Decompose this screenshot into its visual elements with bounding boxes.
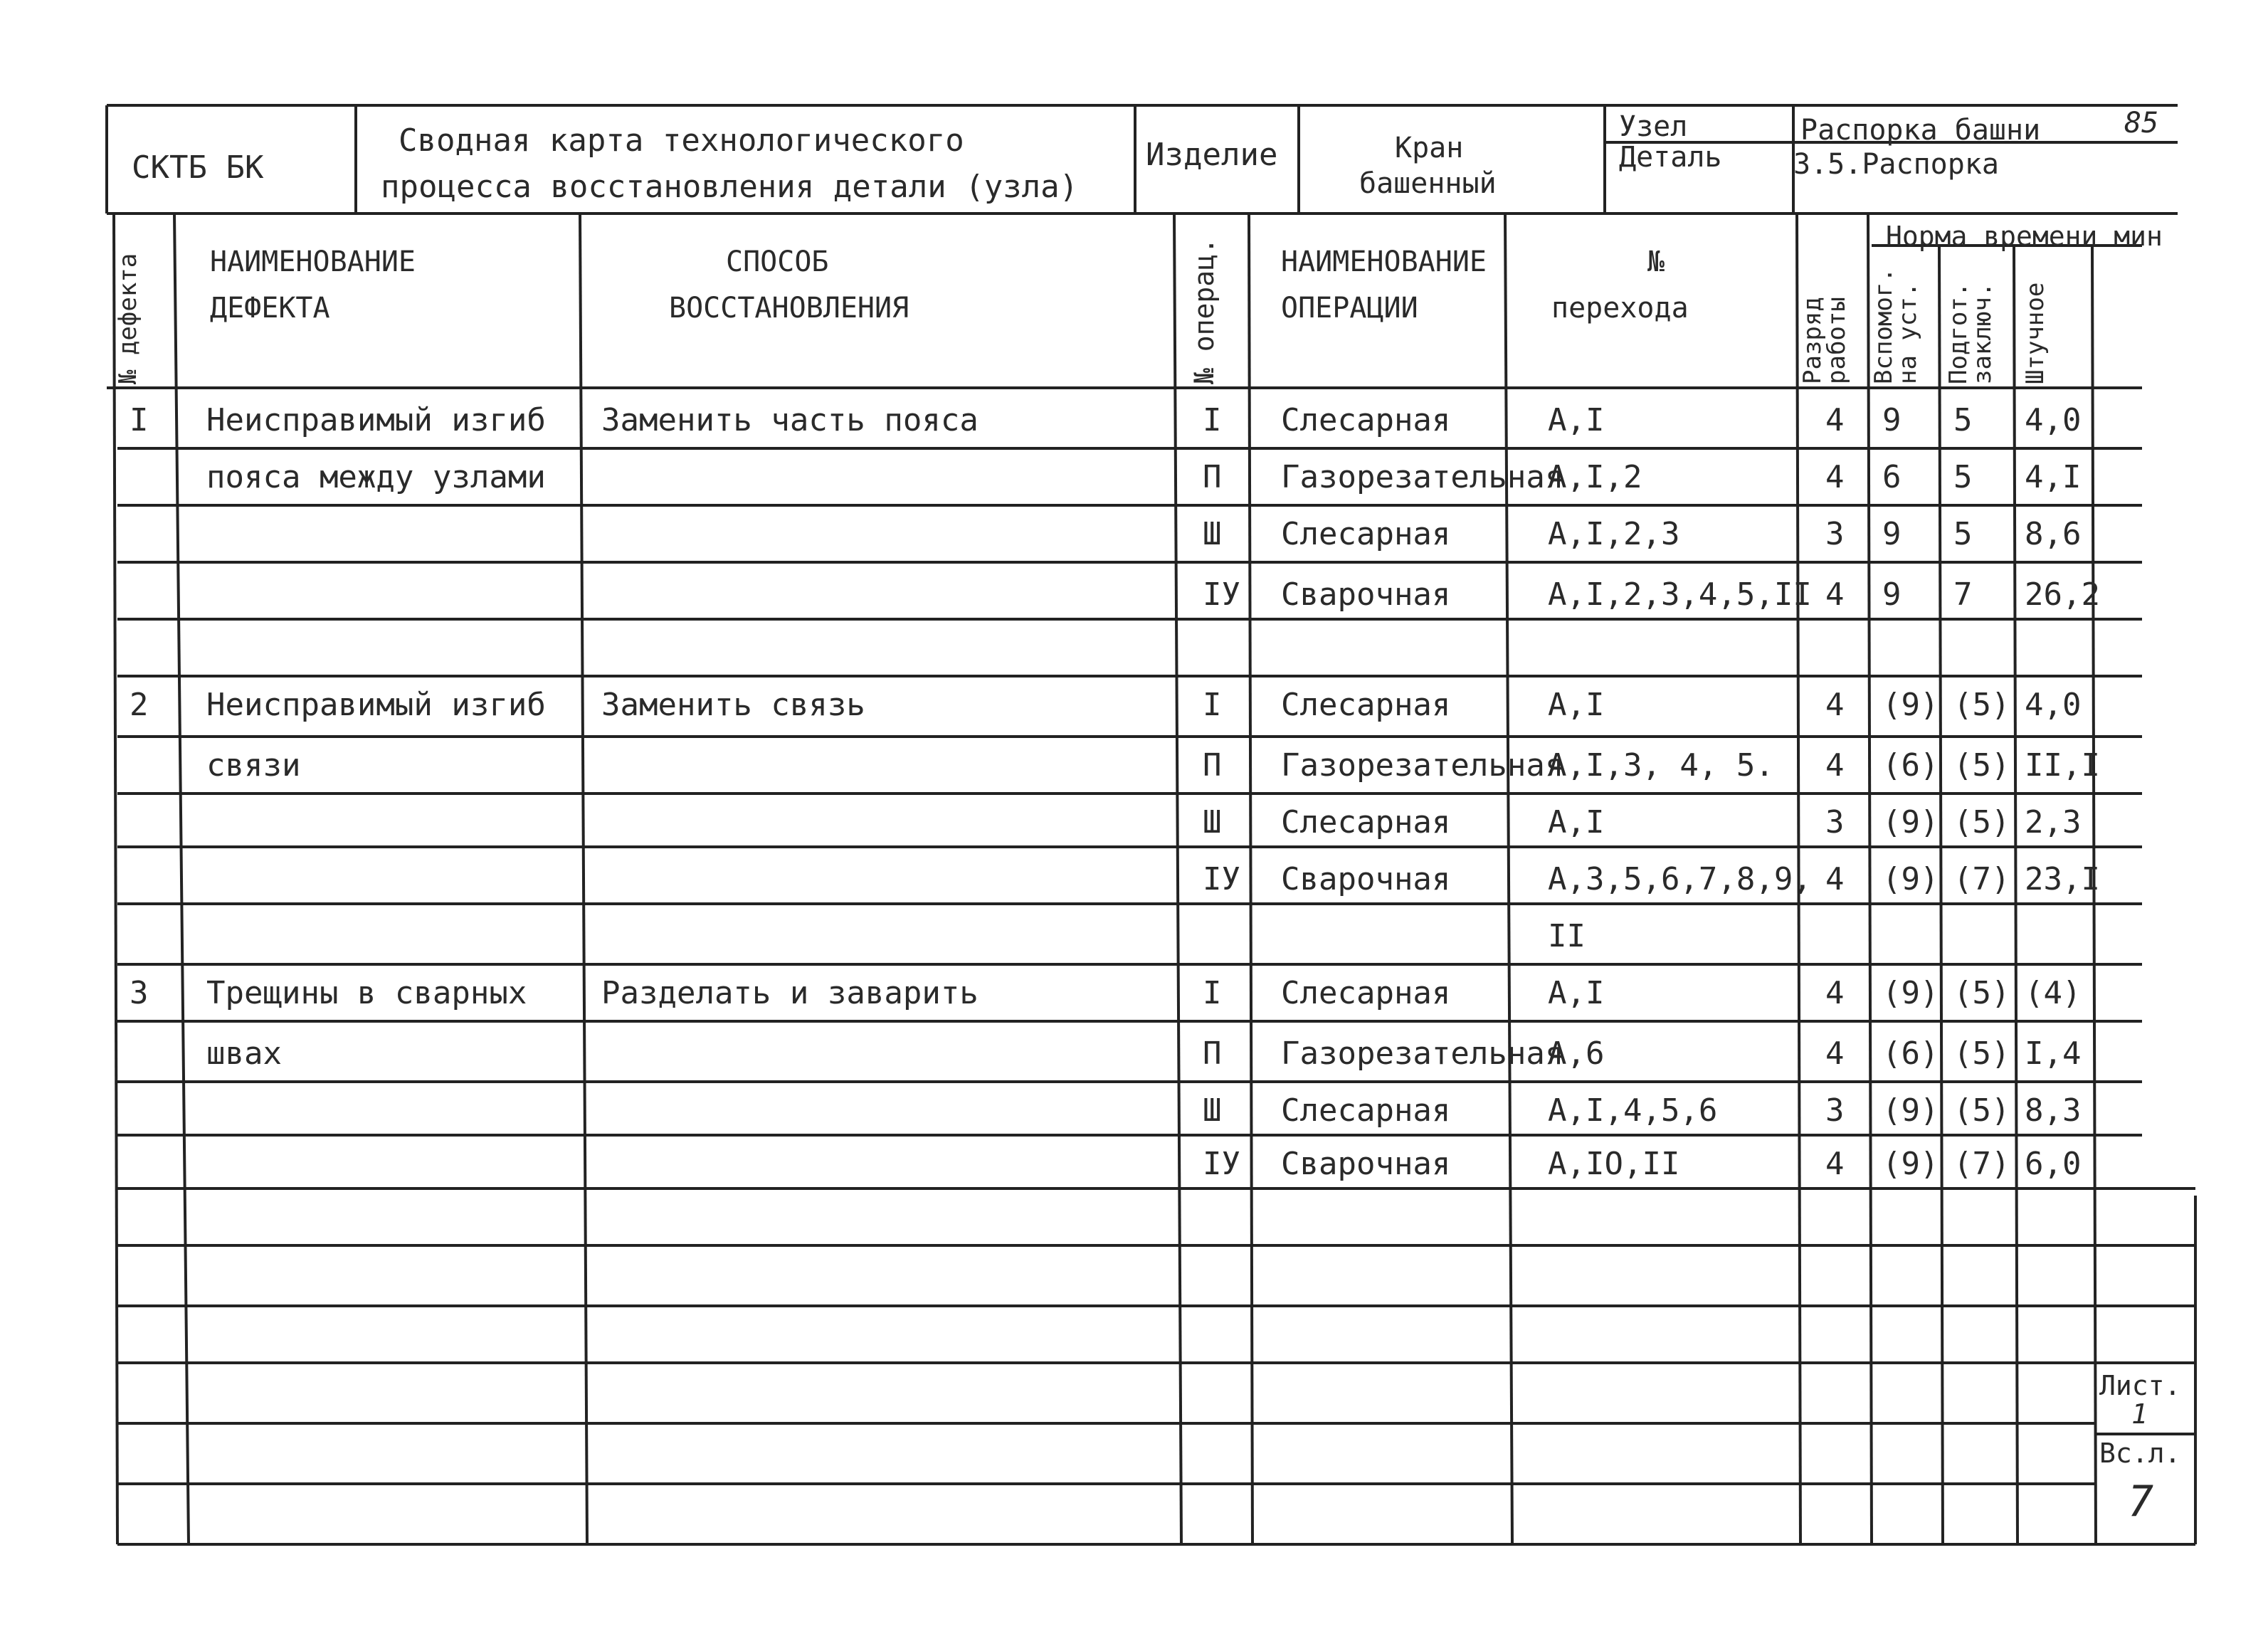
cell-transition: А,I — [1548, 687, 1605, 723]
cell-op-no: Ш — [1203, 516, 1222, 552]
cell-method: Заменить часть пояса — [601, 402, 979, 438]
cell-transition: А,I,2,3 — [1548, 516, 1680, 552]
cell-piece-time: 4,0 — [2025, 687, 2082, 723]
cell-op-name: Сварочная — [1281, 1146, 1451, 1182]
org-name: СКТБ БК — [132, 149, 264, 186]
col-grade: Разряд работы — [1798, 297, 1851, 384]
cell-prep-time: 5 — [1953, 516, 1973, 552]
cell-defect-name: Неисправимый изгиб — [206, 402, 546, 438]
cell-prep-time: (5) — [1953, 687, 2010, 723]
cell-transition: А,I,2,3,4,5,II — [1548, 576, 1812, 613]
cell-op-no: П — [1203, 1035, 1222, 1072]
cell-transition: А,I — [1548, 975, 1605, 1011]
cell-piece-time: 26,2 — [2025, 576, 2100, 613]
detail-label: Деталь — [1619, 141, 1722, 174]
cell-op-no: IУ — [1203, 861, 1240, 897]
product-value-line1: Кран — [1395, 132, 1464, 164]
cell-piece-time: (4) — [2025, 975, 2082, 1011]
cell-piece-time: 4,I — [2025, 459, 2082, 495]
col-method-2: ВОССТАНОВЛЕНИЯ — [669, 292, 909, 325]
cell-piece-time: 23,I — [2025, 861, 2100, 897]
cell-aux-time: (6) — [1882, 747, 1939, 784]
cell-op-name: Слесарная — [1281, 975, 1451, 1011]
cell-transition: А,I,2 — [1548, 459, 1642, 495]
cell-op-name: Сварочная — [1281, 576, 1451, 613]
cell-aux-time: 9 — [1882, 576, 1902, 613]
cell-aux-time: (9) — [1882, 804, 1939, 840]
cell-prep-time: 7 — [1953, 576, 1973, 613]
cell-defect-name: Неисправимый изгиб — [206, 687, 546, 723]
cell-prep-time: (5) — [1953, 1035, 2010, 1072]
cell-aux-time: (9) — [1882, 687, 1939, 723]
cell-prep-time: (5) — [1953, 747, 2010, 784]
cell-op-no: I — [1203, 402, 1222, 438]
cell-piece-time: 4,0 — [2025, 402, 2082, 438]
cell-transition: А,6 — [1548, 1035, 1605, 1072]
cell-prep-time: 5 — [1953, 402, 1973, 438]
cell-aux-time: (9) — [1882, 861, 1939, 897]
cell-prep-time: 5 — [1953, 459, 1973, 495]
cell-prep-time: (5) — [1953, 804, 2010, 840]
cell-aux-time: (9) — [1882, 1092, 1939, 1129]
cell-defect-name: связи — [206, 747, 301, 784]
product-label: Изделие — [1146, 137, 1278, 173]
cell-op-name: Слесарная — [1281, 687, 1451, 723]
cell-grade: 4 — [1825, 1146, 1845, 1182]
cell-piece-time: 8,6 — [2025, 516, 2082, 552]
cell-method: Заменить связь — [601, 687, 865, 723]
col-time-norm: Норма времени мин — [1886, 221, 2163, 252]
cell-grade: 4 — [1825, 1035, 1845, 1072]
cell-op-name: Газорезательная — [1281, 1035, 1564, 1072]
cell-piece-time: 2,3 — [2025, 804, 2082, 840]
cell-aux-time: 9 — [1882, 402, 1902, 438]
cell-defect-name: пояса между узлами — [206, 459, 546, 495]
col-op-name-2: ОПЕРАЦИИ — [1281, 292, 1418, 325]
node-value: Распорка башни — [1800, 114, 2041, 147]
cell-op-no: I — [1203, 687, 1222, 723]
cell-transition: А,I — [1548, 804, 1605, 840]
cell-method: Разделать и заварить — [601, 975, 979, 1011]
cell-grade: 4 — [1825, 402, 1845, 438]
cell-op-no: П — [1203, 459, 1222, 495]
cell-piece-time: II,I — [2025, 747, 2100, 784]
col-method-1: СПОСОБ — [726, 246, 829, 278]
doc-title-line1: Сводная карта технологического — [399, 122, 964, 159]
doc-title-line2: процесса восстановления детали (узла) — [381, 169, 1079, 205]
col-transition-2: перехода — [1551, 292, 1689, 325]
cell-grade: 4 — [1825, 747, 1845, 784]
sheet-total-number: 7 — [2128, 1477, 2154, 1527]
cell-grade: 4 — [1825, 687, 1845, 723]
cell-grade: 4 — [1825, 975, 1845, 1011]
product-value-line2: башенный — [1359, 167, 1497, 200]
cell-grade: 3 — [1825, 1092, 1845, 1129]
col-transition-1: № — [1647, 246, 1665, 278]
cell-op-name: Газорезательная — [1281, 747, 1564, 784]
detail-value: 3.5.Распорка — [1793, 148, 1999, 181]
sheet-number: 1 — [2131, 1398, 2148, 1430]
cell-transition: А,3,5,6,7,8,9, — [1548, 861, 1812, 897]
cell-op-no: IУ — [1203, 576, 1240, 613]
cell-piece-time: 8,3 — [2025, 1092, 2082, 1129]
cell-prep-time: (5) — [1953, 1092, 2010, 1129]
cell-defect-no: 3 — [130, 975, 149, 1011]
col-defect-name-2: ДЕФЕКТА — [210, 292, 330, 325]
col-defect-no: № дефекта — [114, 253, 142, 384]
node-label: Узел — [1619, 110, 1688, 143]
cell-transition: II — [1548, 918, 1586, 954]
col-piece: Штучное — [2021, 282, 2050, 384]
cell-grade: 4 — [1825, 459, 1845, 495]
cell-op-no: I — [1203, 975, 1222, 1011]
col-defect-name-1: НАИМЕНОВАНИЕ — [210, 246, 416, 278]
col-op-no: № операц. — [1188, 238, 1220, 384]
cell-grade: 3 — [1825, 516, 1845, 552]
cell-prep-time: (5) — [1953, 975, 2010, 1011]
cell-op-name: Слесарная — [1281, 402, 1451, 438]
cell-grade: 4 — [1825, 861, 1845, 897]
cell-op-no: Ш — [1203, 1092, 1222, 1129]
col-prep: Подгот. заключ. — [1944, 282, 1997, 384]
cell-grade: 4 — [1825, 576, 1845, 613]
col-op-name-1: НАИМЕНОВАНИЕ — [1281, 246, 1487, 278]
cell-prep-time: (7) — [1953, 1146, 2010, 1182]
page-number: 85 — [2124, 107, 2159, 139]
cell-op-name: Слесарная — [1281, 516, 1451, 552]
cell-op-name: Газорезательная — [1281, 459, 1564, 495]
cell-op-no: IУ — [1203, 1146, 1240, 1182]
sheet-total-label: Вс.л. — [2099, 1438, 2181, 1469]
cell-defect-name: швах — [206, 1035, 282, 1072]
cell-op-no: П — [1203, 747, 1222, 784]
cell-piece-time: 6,0 — [2025, 1146, 2082, 1182]
cell-op-no: Ш — [1203, 804, 1222, 840]
cell-defect-no: I — [130, 402, 149, 438]
cell-piece-time: I,4 — [2025, 1035, 2082, 1072]
cell-transition: А,I,3, 4, 5. — [1548, 747, 1774, 784]
cell-transition: А,IO,II — [1548, 1146, 1680, 1182]
cell-grade: 3 — [1825, 804, 1845, 840]
cell-prep-time: (7) — [1953, 861, 2010, 897]
cell-defect-name: Трещины в сварных — [206, 975, 527, 1011]
col-aux: Вспомог. на уст. — [1869, 268, 1922, 384]
cell-aux-time: 9 — [1882, 516, 1902, 552]
cell-aux-time: 6 — [1882, 459, 1902, 495]
cell-op-name: Сварочная — [1281, 861, 1451, 897]
cell-op-name: Слесарная — [1281, 1092, 1451, 1129]
cell-transition: А,I — [1548, 402, 1605, 438]
cell-transition: А,I,4,5,6 — [1548, 1092, 1718, 1129]
cell-aux-time: (9) — [1882, 975, 1939, 1011]
cell-aux-time: (9) — [1882, 1146, 1939, 1182]
cell-op-name: Слесарная — [1281, 804, 1451, 840]
cell-aux-time: (6) — [1882, 1035, 1939, 1072]
sheet-label: Лист. — [2099, 1370, 2181, 1401]
cell-defect-no: 2 — [130, 687, 149, 723]
